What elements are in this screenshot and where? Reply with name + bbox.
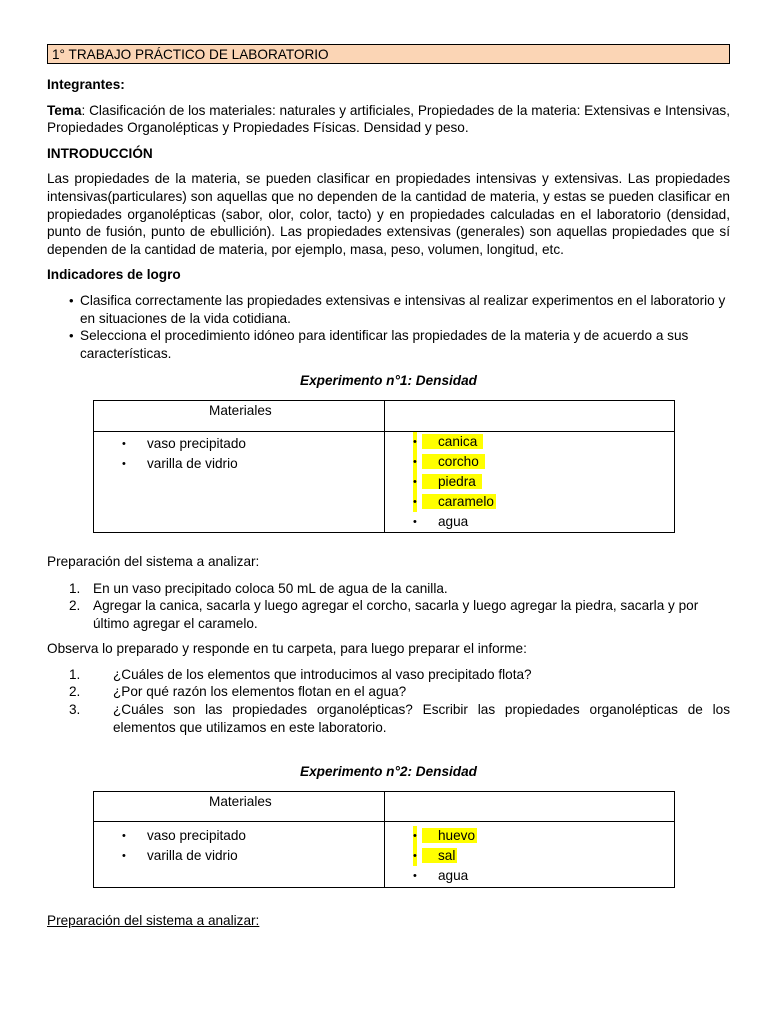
- empty-header-cell: [385, 791, 675, 821]
- experimento2-title: Experimento n°2: Densidad: [300, 764, 477, 780]
- list-item: • piedra: [385, 472, 674, 492]
- document-page: [47, 44, 730, 929]
- list-item: 2. ¿Por qué razón los elementos flotan en el agua?: [69, 684, 407, 700]
- indicadores-list: [47, 292, 730, 362]
- tema-paragraph: [47, 102, 730, 137]
- materiales-label: Materiales: [209, 793, 272, 809]
- bullet-icon: •: [122, 849, 126, 862]
- bullet-icon: •: [413, 452, 417, 472]
- bullet-icon: •: [122, 437, 126, 450]
- list-item: • Selecciona el procedimiento idóneo para identificar las propiedades de la materia y de acuerdo a sus características.: [69, 328, 689, 361]
- bullet-icon: •: [122, 457, 126, 470]
- list-item: • varilla de vidrio: [94, 454, 384, 474]
- list-item: • agua: [385, 512, 674, 532]
- experimento2-preparacion-label: Preparación del sistema a analizar:: [47, 912, 260, 928]
- list-item: 1. ¿Cuáles de los elementos que introducimos al vaso precipitado flota?: [69, 666, 532, 682]
- list-item: 3. ¿Cuáles son las propiedades organolépticas? Escribir las propiedades organolépticas de los elementos que utilizamos en este laboratorio.: [69, 702, 730, 735]
- bullet-icon: •: [69, 292, 74, 308]
- materiales-header-cell: [94, 400, 385, 431]
- integrantes-label: Integrantes:: [47, 77, 125, 92]
- bullet-icon: •: [413, 869, 417, 882]
- experimento1-preparacion-label: Preparación del sistema a analizar:: [47, 553, 260, 569]
- bullet-icon: •: [413, 472, 417, 492]
- bullet-icon: •: [413, 826, 417, 846]
- right-materials-cell: [385, 431, 675, 532]
- list-item: • huevo: [385, 826, 674, 846]
- tema-text: : Clasificación de los materiales: naturales y artificiales, Propiedades de la materia: Extensivas e Intensivas, Propiedades Organolépticas y Propiedades Físicas. Densidad y peso.: [47, 102, 730, 136]
- left-materials-cell: [94, 431, 385, 532]
- bullet-icon: •: [413, 846, 417, 866]
- bullet-icon: •: [413, 515, 417, 528]
- list-item: • sal: [385, 846, 674, 866]
- list-item: • varilla de vidrio: [94, 846, 384, 866]
- experimento1-steps: [47, 580, 730, 633]
- list-item: • corcho: [385, 452, 674, 472]
- list-item: • canica: [385, 432, 674, 452]
- experimento1-title: Experimento n°1: Densidad: [300, 373, 477, 389]
- experimento1-questions: [47, 666, 730, 736]
- introduccion-heading: INTRODUCCIÓN: [47, 145, 153, 161]
- bullet-icon: •: [413, 432, 417, 452]
- materiales-header-cell: [94, 791, 385, 821]
- list-item: • Clasifica correctamente las propiedades extensivas e intensivas al realizar experimentos en el laboratorio y en situaciones de la vida cotidiana.: [69, 292, 726, 326]
- experimento1-observa: Observa lo preparado y responde en tu carpeta, para luego preparar el informe:: [47, 641, 527, 657]
- list-item: • caramelo: [385, 492, 674, 512]
- list-item: • agua: [385, 866, 674, 886]
- bullet-icon: •: [413, 492, 417, 512]
- right-materials-cell: [385, 821, 675, 887]
- list-item: • vaso precipitado: [94, 826, 384, 846]
- list-item: • vaso precipitado: [94, 434, 384, 454]
- bullet-icon: •: [69, 328, 74, 344]
- bullet-icon: •: [122, 829, 126, 842]
- left-materials-cell: [94, 821, 385, 887]
- experimento1-materials-table: [93, 400, 675, 533]
- page-title: 1° TRABAJO PRÁCTICO DE LABORATORIO: [47, 44, 730, 64]
- list-item: 1. En un vaso precipitado coloca 50 mL de agua de la canilla.: [69, 580, 448, 596]
- empty-header-cell: [385, 400, 675, 431]
- experimento2-materials-table: [93, 791, 675, 888]
- materiales-label: Materiales: [209, 402, 272, 418]
- tema-label: Tema: [47, 102, 82, 118]
- list-item: 2. Agregar la canica, sacarla y luego agregar el corcho, sacarla y luego agregar la piedra, sacarla y por último agregar el caramelo.: [69, 598, 699, 631]
- indicadores-heading: Indicadores de logro: [47, 267, 181, 283]
- introduccion-text: Las propiedades de la materia, se pueden clasificar en propiedades intensivas y extensivas. Las propiedades intensivas(particulares) son aquellas que no dependen de la cantidad de materia, y estas se pueden clasificar en propiedades organolépticas (sabor, olor, color, tacto) y en propiedades calculadas en el laboratorio (densidad, punto de fusión, punto de ebullición). Las propiedades extensivas (generales) son aquellas propiedades que sí dependen de la cantidad de materia, por ejemplo, masa, peso, volumen, longitud, etc.: [47, 171, 730, 257]
